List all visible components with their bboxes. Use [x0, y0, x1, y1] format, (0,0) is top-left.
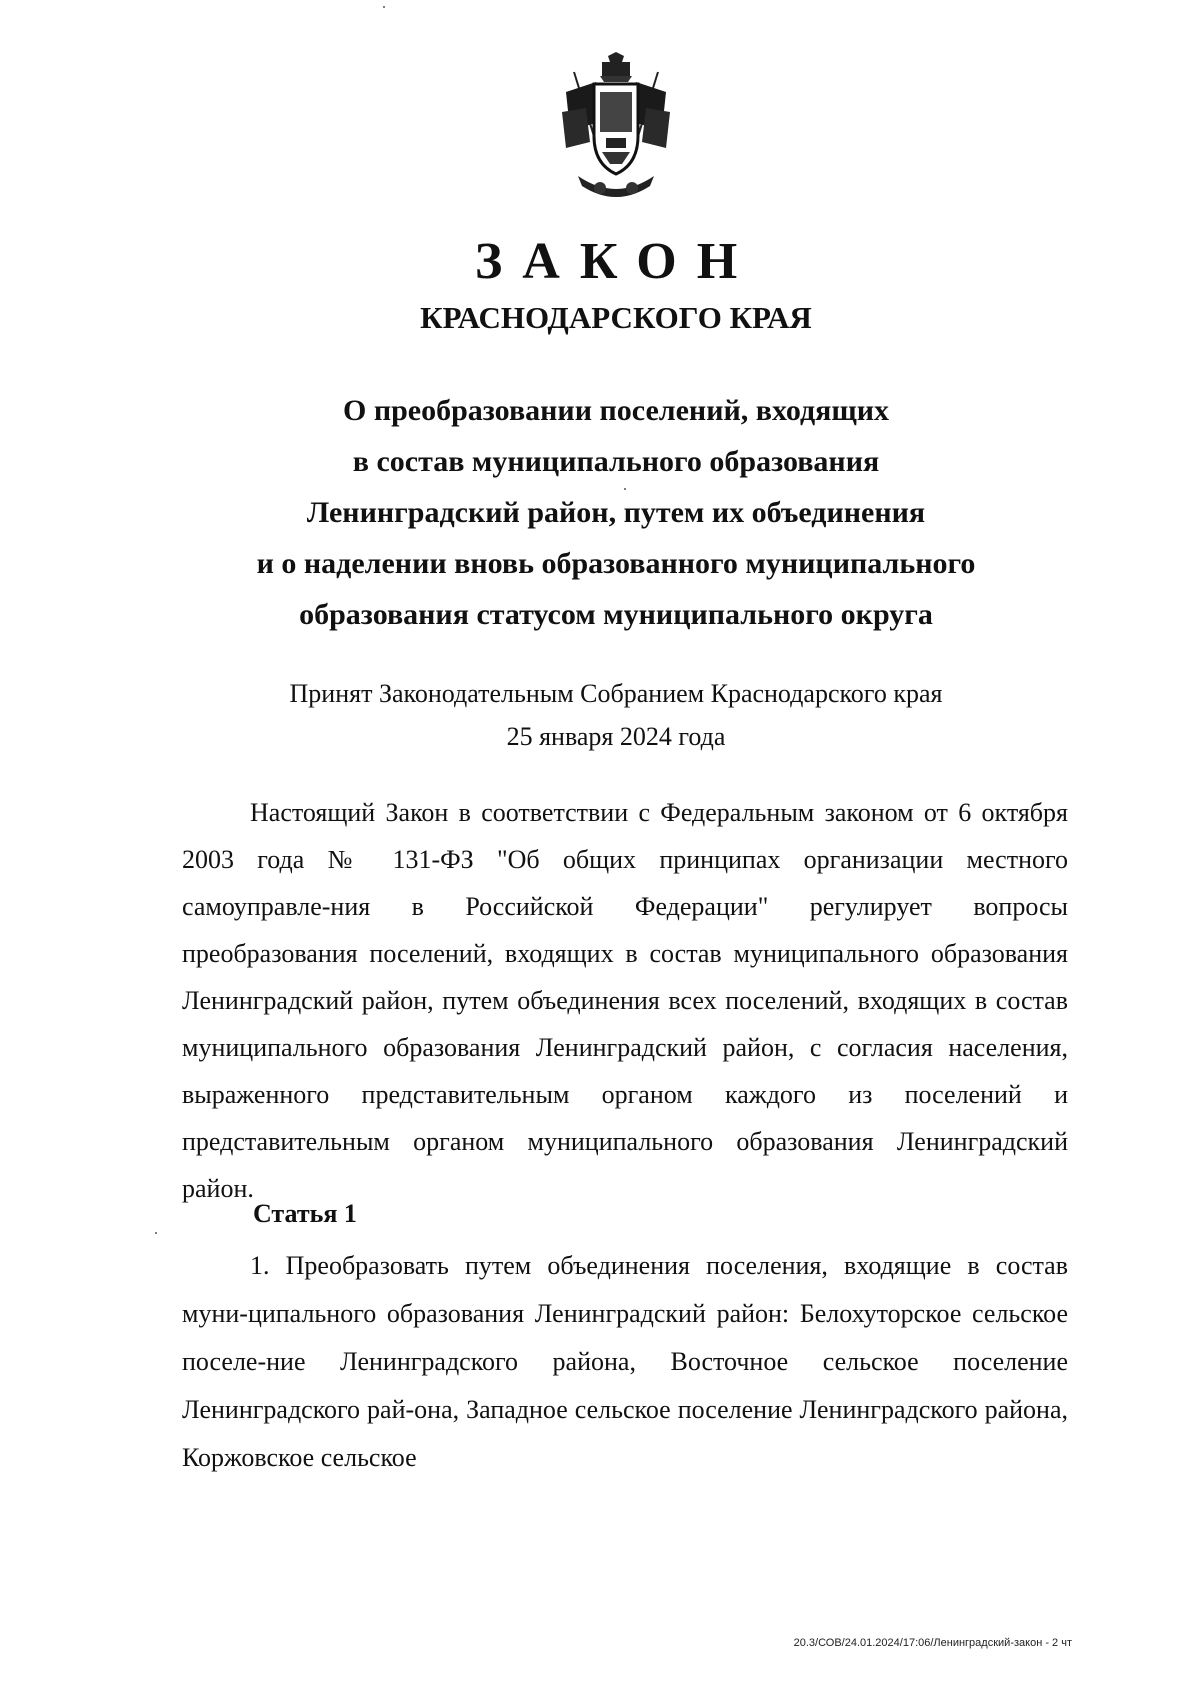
heading-line: О преобразовании поселений, входящих [343, 394, 889, 427]
law-title: ЗАКОН [474, 233, 758, 290]
adoption-note [180, 672, 1052, 758]
coat-of-arms-icon [556, 52, 676, 200]
heading-line: Ленинградский район, путем их объединения [306, 496, 926, 529]
scan-speck [383, 6, 385, 8]
article-paragraph: 1. Преобразовать путем объединения поселения, входящие в состав муни-ципального образования Ленинградский район: Белохуторское сельское поселе-ние Ленинградского района, Восточное сельское поселение Ленинградского рай-она, Западное сельское поселение Ленинградского района, Коржовское сельское [182, 1251, 1068, 1472]
law-heading [180, 385, 1052, 640]
article-title: Статья 1 [253, 1199, 357, 1228]
adoption-body: Принят Законодательным Собранием Краснодарского края [289, 679, 943, 708]
adoption-date: 25 января 2024 года [506, 722, 726, 751]
document-footer-code: 20.3/СОВ/24.01.2024/17:06/Ленинградский-закон - 2 чт [793, 1637, 1072, 1649]
scan-speck [624, 488, 626, 490]
heading-line: образования статусом муниципального округа [299, 598, 933, 631]
heading-line: и о наделении вновь образованного муниципального [256, 547, 976, 580]
heading-line: в состав муниципального образования [352, 445, 880, 478]
preamble-paragraph: Настоящий Закон в соответствии с Федеральным законом от 6 октября 2003 года № 131-ФЗ "Об общих принципах организации местного самоуправле-ния в Российской Федерации" регулирует вопросы преобразования поселений, входящих в состав муниципального образования Ленинградский район, путем объединения всех поселений, входящих в состав муниципального образования Ленинградский район, с согласия населения, выраженного представительным органом каждого из поселений и представительным органом муниципального образования Ленинградский район. [182, 798, 1068, 1203]
region-title: КРАСНОДАРСКОГО КРАЯ [420, 300, 812, 335]
scan-speck [155, 1232, 157, 1234]
